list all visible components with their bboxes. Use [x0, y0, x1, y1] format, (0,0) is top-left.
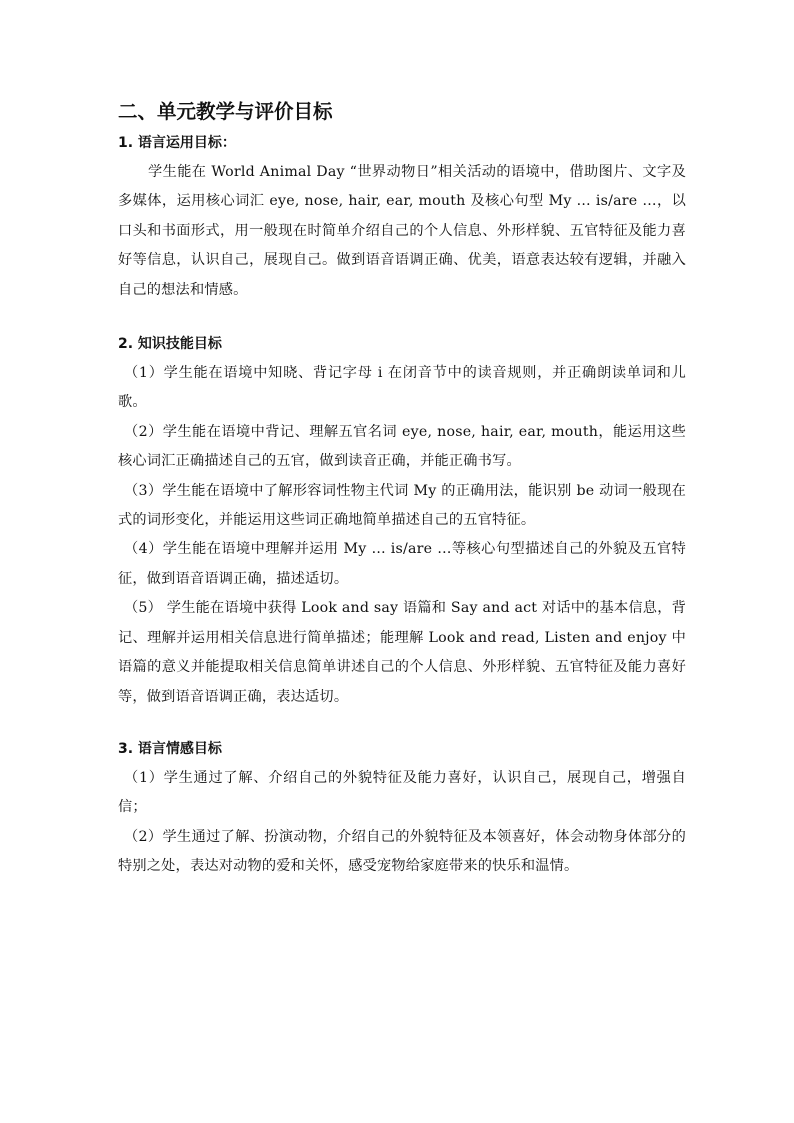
goal-language-use [118, 128, 686, 305]
goal-emotion-heading: 3. 语言情感目标 [118, 740, 222, 757]
knowledge-item: （4）学生能在语境中理解并运用 My … is/are …等核心句型描述自己的外貌及五官特征，做到语音语调正确，描述适切。 [118, 541, 686, 587]
goal-language-use-heading: 1. 语言运用目标： [118, 135, 236, 151]
knowledge-item: （2）学生能在语境中背记、理解五官名词 eye, nose, hair, ear, mouth，能运用这些核心词汇正确描述自己的五官，做到读音正确，并能正确书写。 [118, 423, 686, 470]
spacer [118, 305, 686, 329]
goal-knowledge-skills [118, 329, 686, 712]
knowledge-item: （1）学生能在语境中知晓、背记字母 i 在闭音节中的读音规则，并正确朗读单词和儿歌。 [118, 365, 686, 411]
goal-language-use-paragraph: 学生能在 World Animal Day “世界动物日”相关活动的语境中，借助图片、文字及多媒体，运用核心词汇 eye, nose, hair, ear, mouth 及核心句型 My … is/are …，以口头和书面形式，用一般现在时简单介绍自己的个人信息、外形样貌、五官特征及能力喜好等信息，认识自己，展现自己。做到语音语调正确、优美，语意表达较有逻辑，并融入自己的想法和情感。 [118, 164, 686, 298]
emotion-item: （1）学生通过了解、介绍自己的外貌特征及能力喜好，认识自己，展现自己，增强自信； [118, 769, 686, 816]
goal-knowledge-skills-heading: 2. 知识技能目标 [118, 336, 222, 353]
knowledge-item: （5） 学生能在语境中获得 Look and say 语篇和 Say and act 对话中的基本信息，背记、理解并运用相关信息进行简单描述；能理解 Look and read, Listen and enjoy 中语篇的意义并能提取相关信息简单讲述自己的个人信息、外形样貌、五官特征及能力喜好等，做到语音语调正确，表达适切。 [118, 600, 686, 705]
goal-emotion [118, 734, 686, 882]
spacer [118, 712, 686, 734]
document-page [118, 96, 686, 882]
knowledge-item: （3）学生能在语境中了解形容词性物主代词 My 的正确用法，能识别 be 动词一般现在式的词形变化，并能运用这些词正确地简单描述自己的五官特征。 [118, 482, 686, 529]
emotion-item: （2）学生通过了解、扮演动物，介绍自己的外貌特征及本领喜好，体会动物身体部分的特别之处，表达对动物的爱和关怀，感受宠物给家庭带来的快乐和温情。 [118, 828, 686, 875]
section-title: 二、单元教学与评价目标 [118, 100, 333, 123]
